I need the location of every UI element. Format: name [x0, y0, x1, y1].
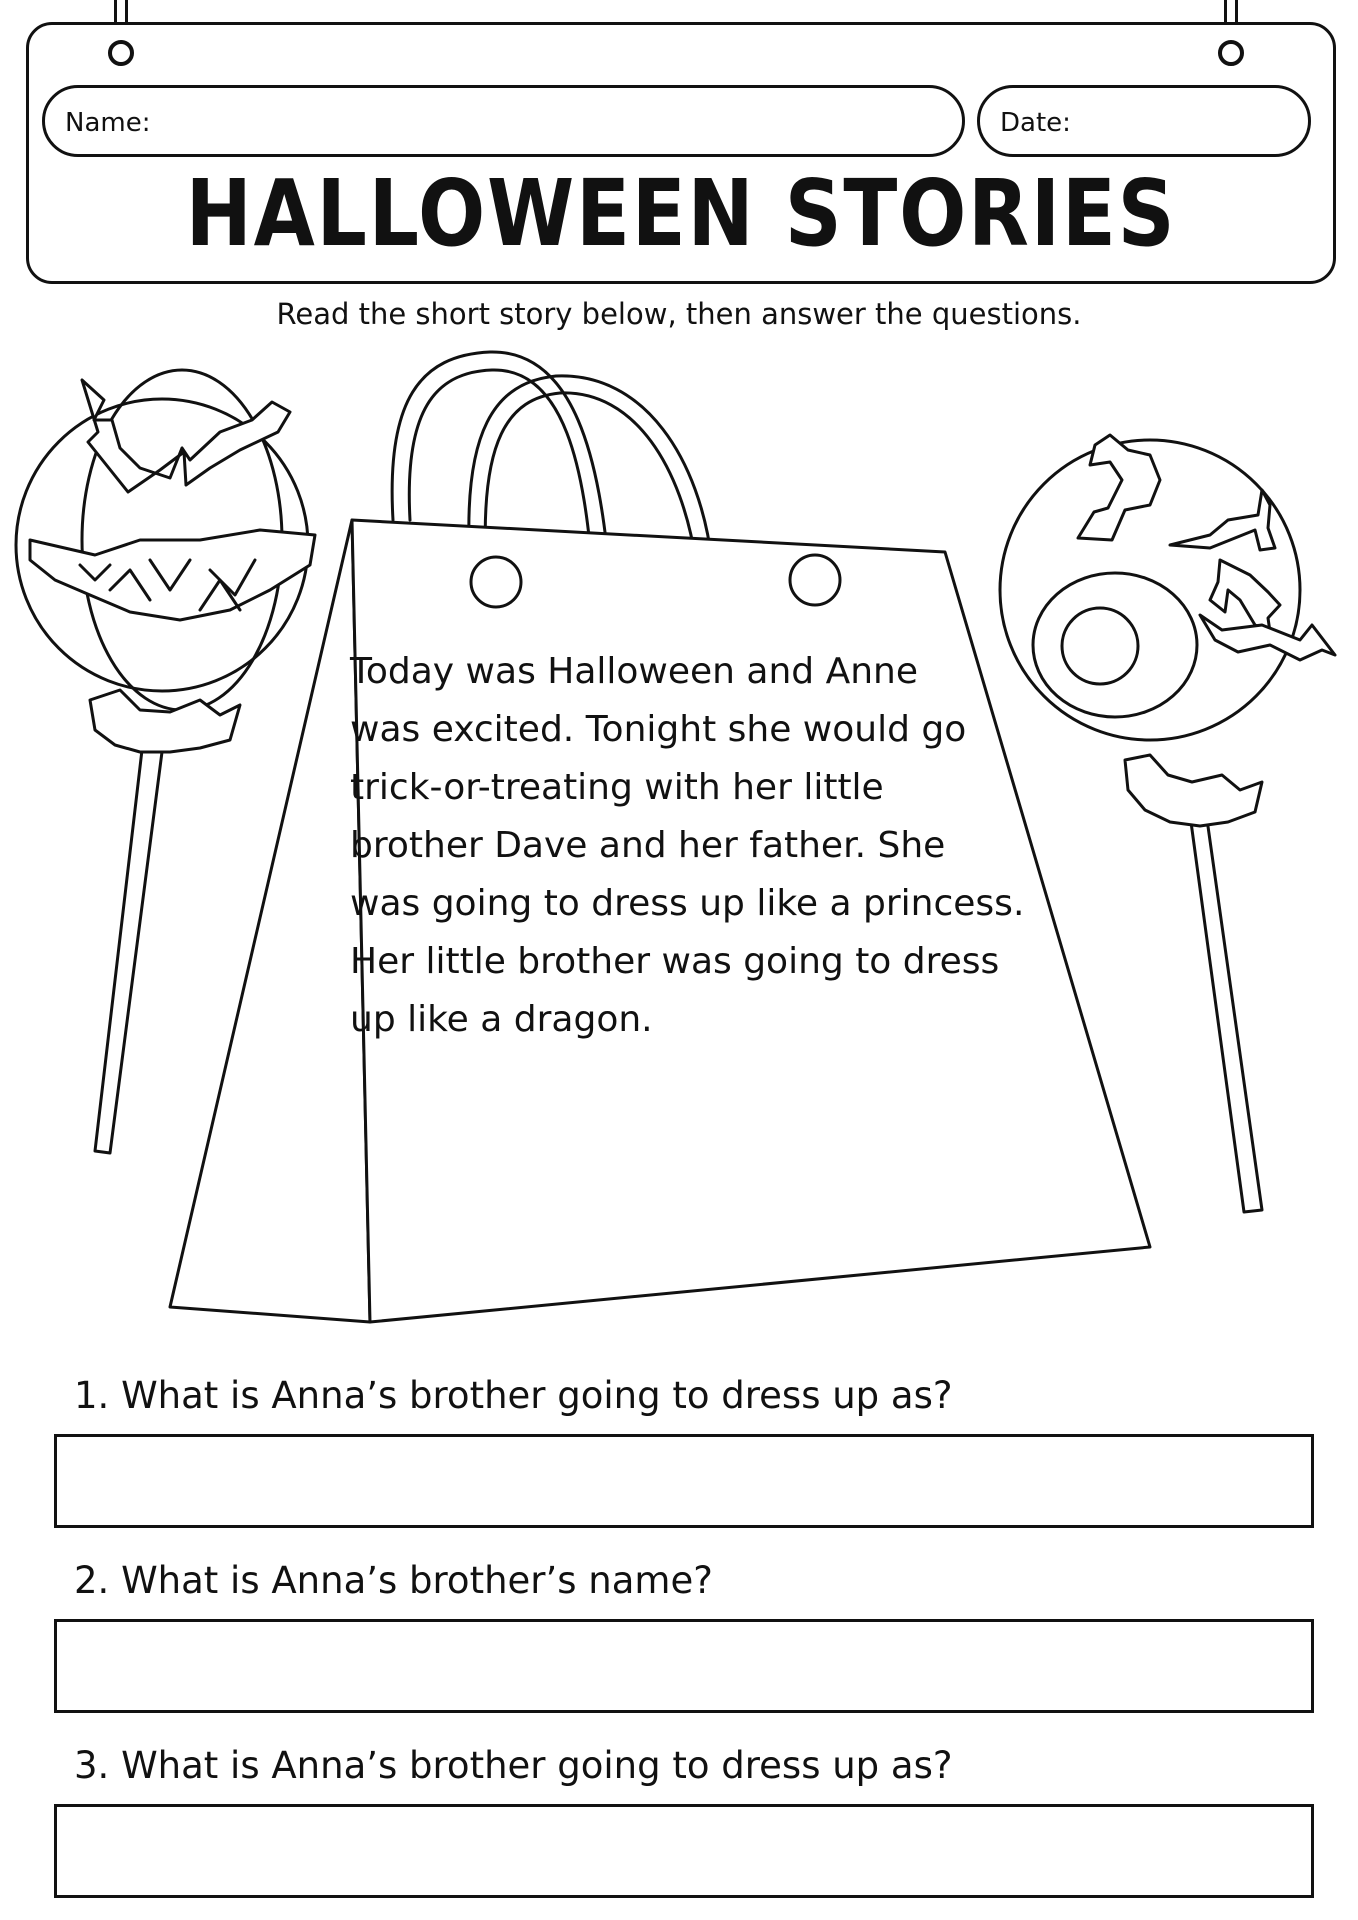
question-3-label: 3. What is Anna’s brother going to dress up as?: [74, 1744, 953, 1787]
instruction-text: Read the short story below, then answer the questions.: [276, 297, 1082, 331]
page-title: HALLOWEEN STORIES: [185, 160, 1177, 267]
date-field[interactable]: [977, 85, 1311, 157]
story-line: Her little brother was going to dress: [350, 941, 1000, 982]
date-label: Date:: [1000, 108, 1071, 138]
story-line: up like a dragon.: [350, 999, 653, 1040]
left-hanger-ring-icon: [108, 40, 134, 66]
name-field[interactable]: [42, 85, 965, 157]
question-2-label: 2. What is Anna’s brother’s name?: [74, 1559, 713, 1602]
story-line: brother Dave and her father. She: [350, 825, 946, 866]
story-line: was excited. Tonight she would go: [350, 709, 967, 750]
story-line: Today was Halloween and Anne: [350, 651, 919, 692]
story-text: [350, 643, 1070, 1049]
name-label: Name:: [65, 108, 151, 138]
answer-1-box[interactable]: [54, 1434, 1314, 1528]
answer-2-box[interactable]: [54, 1619, 1314, 1713]
story-line: trick-or-treating with her little: [350, 767, 884, 808]
story-line: was going to dress up like a princess.: [350, 883, 1025, 924]
answer-3-box[interactable]: [54, 1804, 1314, 1898]
question-1-label: 1. What is Anna’s brother going to dress up as?: [74, 1374, 953, 1417]
right-hanger-ring-icon: [1218, 40, 1244, 66]
